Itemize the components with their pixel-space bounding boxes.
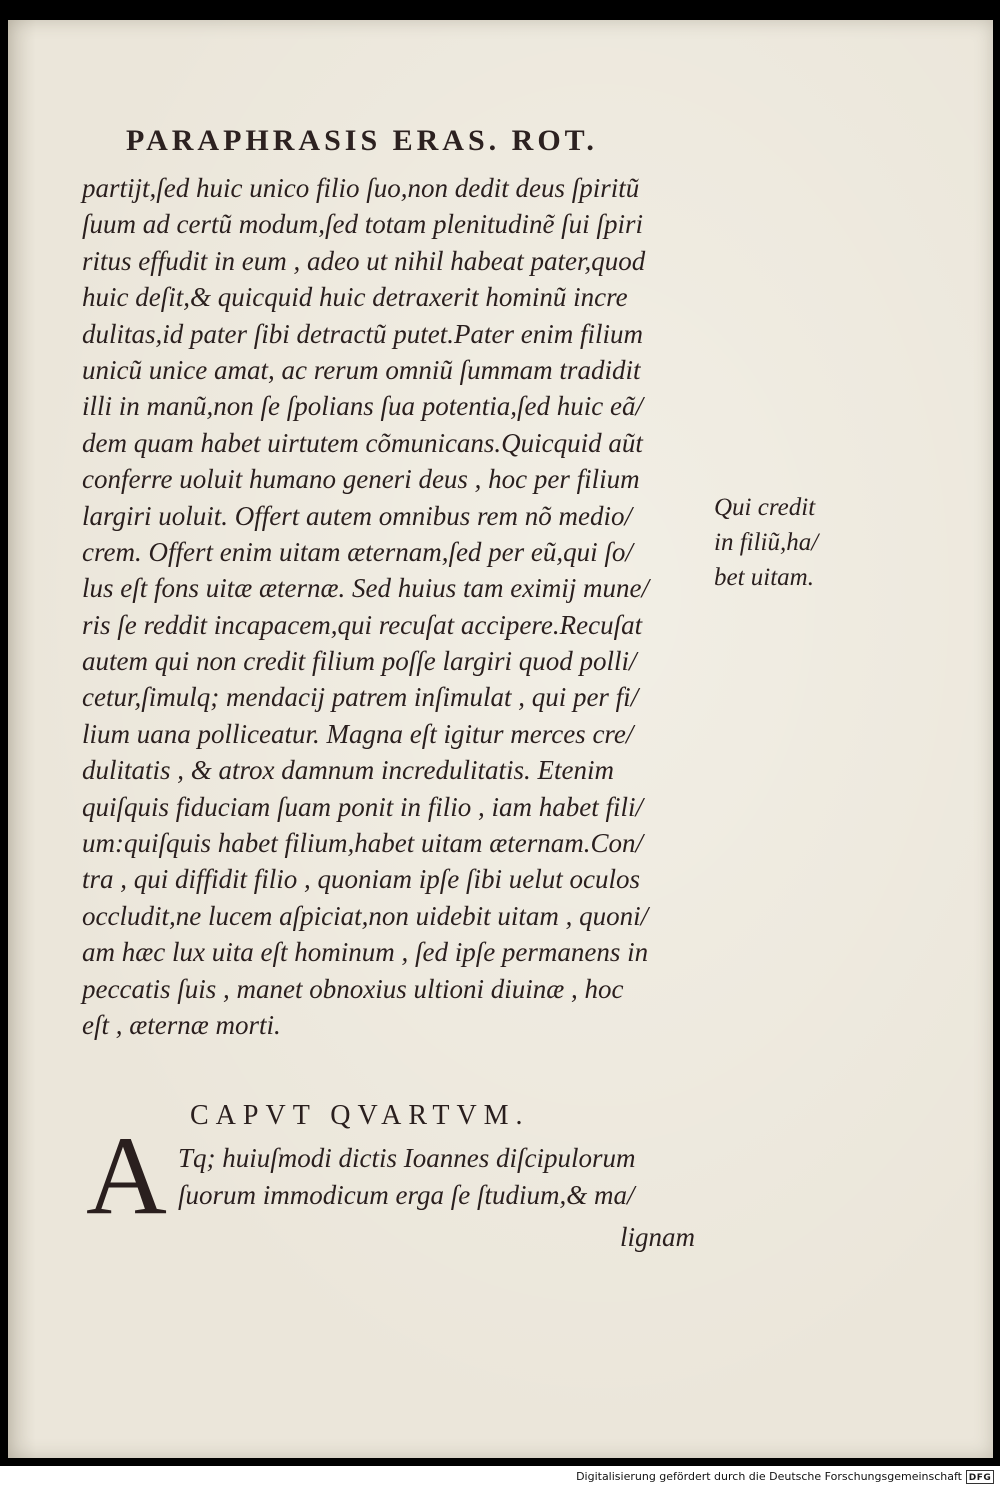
text-line: quiſquis fiduciam ſuam ponit in filio , iam habet fili/ (82, 791, 644, 822)
text-line: autem qui non credit filium poſſe largiri quod polli/ (82, 646, 637, 677)
dfg-logo-icon: DFG (966, 1470, 994, 1484)
text-line: um:quiſquis habet filium,habet uitam æternam.Con/ (82, 828, 643, 859)
book-page (8, 20, 993, 1458)
marginal-note-line: in filiũ,ha/ (714, 529, 819, 556)
text-line: conferre uoluit humano generi deus , hoc per filium (82, 464, 640, 495)
marginal-note-line: bet uitam. (714, 564, 814, 591)
text-line: dulitas,id pater ſibi detractũ putet.Pater enim filium (82, 318, 643, 349)
text-line: partijt,ſed huic unico filio ſuo,non dedit deus ſpiritũ (82, 173, 640, 203)
chapter-heading: CAPVT QVARTVM. (190, 1100, 530, 1131)
text-line: ſuum ad certũ modum,ſed totam plenitudinẽ ſui ſpiri (82, 209, 643, 240)
running-head: PARAPHRASIS ERAS. ROT. (126, 124, 598, 157)
drop-cap-initial: A (86, 1114, 167, 1238)
chapter-text-block (178, 1140, 723, 1214)
text-line: unicũ unice amat, ac rerum omniũ ſummam tradidit (82, 354, 641, 385)
text-line: largiri uoluit. Offert autem omnibus rem nõ medio/ (82, 500, 632, 531)
text-line: huic deſit,& quicquid huic detraxerit hominũ incre (82, 282, 628, 313)
text-line: occludit,ne lucem aſpiciat,non uidebit uitam , quoni/ (82, 900, 649, 931)
text-line: lus eſt fons uitæ æternæ. Sed huius tam eximij mune/ (82, 573, 649, 604)
text-line: ſuorum immodicum erga ſe ſtudium,& ma/ (178, 1180, 635, 1210)
main-text-block (82, 170, 722, 1043)
marginal-note (714, 490, 844, 595)
text-line: peccatis ſuis , manet obnoxius ultioni diuinæ , hoc (82, 973, 624, 1004)
text-line: tra , qui diffidit filio , quoniam ipſe ſibi uelut oculos (82, 864, 640, 895)
catchword: lignam (620, 1222, 696, 1252)
text-line: ritus effudit in eum , adeo ut nihil habeat pater,quod (82, 245, 646, 276)
text-line: eſt , æternæ morti. (82, 1009, 281, 1040)
text-line: cetur,ſimulq; mendacij patrem inſimulat , qui per fi/ (82, 682, 639, 713)
text-line: lium uana polliceatur. Magna eſt igitur merces cre/ (82, 718, 634, 749)
funding-credit: Digitalisierung gefördert durch die Deutsche Forschungsgemeinschaft (576, 1470, 962, 1483)
text-line: dulitatis , & atrox damnum incredulitatis. Etenim (82, 755, 614, 786)
text-line: Tq; huiuſmodi dictis Ioannes diſcipulorum (178, 1143, 636, 1173)
marginal-note-line: Qui credit (714, 494, 816, 521)
text-line: am hæc lux uita eſt hominum , ſed ipſe permanens in (82, 937, 649, 968)
text-line: illi in manũ,non ſe ſpolians ſua potentia,ſed huic eã/ (82, 391, 643, 422)
text-line: dem quam habet uirtutem cõmunicans.Quicquid aũt (82, 427, 643, 458)
digitization-footer (0, 1466, 1000, 1491)
text-line: crem. Offert enim uitam æternam,ſed per eũ,qui ſo/ (82, 536, 633, 567)
text-line: ris ſe reddit incapacem,qui recuſat accipere.Recuſat (82, 609, 643, 640)
